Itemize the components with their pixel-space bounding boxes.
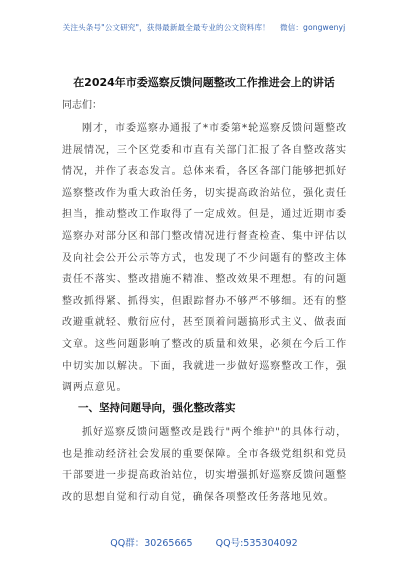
paragraph-section-1: 抓好巡察反馈问题整改是践行"两个维护"的具体行动，也是推动经济社会发展的重要保障。全市各级党组织和党员干部要进一步提高政治站位，切实增强抓好巡察反馈问题整改的思想自觉和行动自觉，确保各项整改任务落地见效。 [62,427,347,503]
salutation: 同志们： [62,100,102,111]
footer-qq: QQ号:535304092 [215,538,298,549]
banner-promo-text: 关注头条号"公文研究"，获得最新最全最专业的公文资料库！ [62,23,270,32]
body-section-1 [62,422,347,508]
banner-wechat-text: 微信：gongwenyj [279,23,346,32]
document-title: 在2024年市委巡察反馈问题整改工作推进会上的讲话 [73,76,335,89]
footer-qq-group: QQ群：30265665 [110,538,193,549]
paragraph-intro: 刚才，市委巡察办通报了*市委第*轮巡察反馈问题整改进展情况，三个区党委和市直有关部门汇报了各自整改落实情况，并作了表态发言。总体来看，各区各部门能够把抓好巡察整改作为重大政治任务，切实提高政治站位，强化责任担当，推动整改工作取得了一定成效。但是，通过近期市委巡察办对部分区和部门整改情况进行督查检查、集中评估以及向社会公开公示等方式，也发现了不少问题有的整改主体责任不落实、整改措施不精准、整改效果不理想。有的问题整改抓得紧、抓得实，但跟踪督办不够严不够细。还有的整改避重就轻、敷衍应付，甚至顶着问题搞形式主义、做表面文章。这些问题影响了整改的质量和效果，必须在今后工作中切实加以解决。下面，我就进一步做好巡察整改工作，强调两点意见。 [62,123,347,394]
top-banner [0,22,408,33]
section-heading: 一、坚持问题导向，强化整改落实 [78,402,236,414]
body-section-intro [62,118,347,399]
footer-contact [0,535,408,549]
